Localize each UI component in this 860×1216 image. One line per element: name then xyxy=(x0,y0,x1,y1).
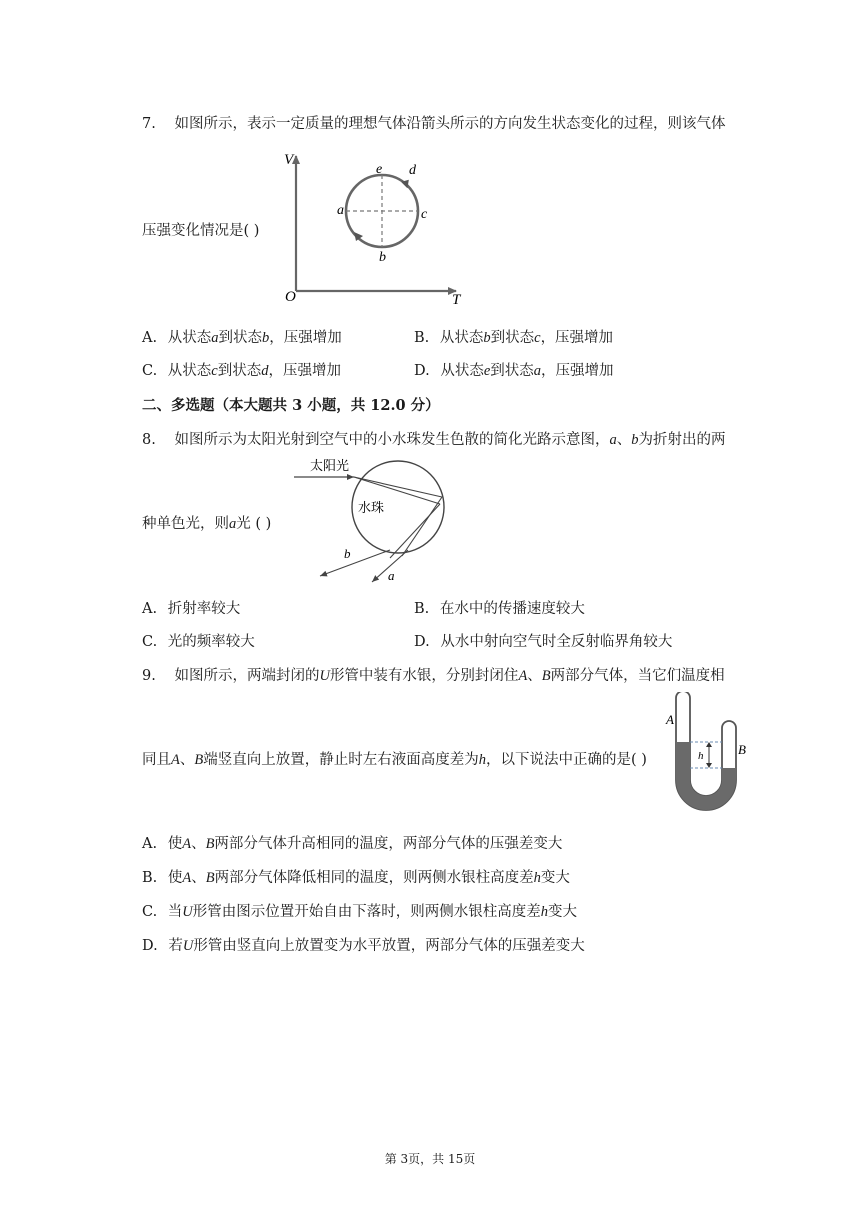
q9-h-arrow-down-icon xyxy=(706,763,712,768)
q8-option-b[interactable]: B. 在水中的传播速度较大 xyxy=(414,601,585,617)
q8-sunlight-label: 太阳光 xyxy=(310,458,350,473)
q7-vt-diagram xyxy=(276,148,476,308)
q9-b-label: B xyxy=(738,742,746,757)
q7-axis-v-label: V xyxy=(284,152,294,168)
q9-option-c[interactable]: C. 当U形管由图示位置开始自由下落时，则两侧水银柱高度差h变大 xyxy=(142,904,578,920)
q8-stem-line1: 8. 如图所示为太阳光射到空气中的小水珠发生色散的简化光路示意图，a、b为折射出的两 xyxy=(142,432,726,448)
q8-option-d[interactable]: D. 从水中射向空气时全反射临界角较大 xyxy=(414,634,673,650)
q7-point-a: a xyxy=(337,203,344,218)
page-footer: 第 3页，共 15页 xyxy=(384,1152,476,1166)
q8-ray-b-label: b xyxy=(344,546,351,561)
q9-stem-line2: 同且A、B端竖直向上放置，静止时左右液面高度差为h，以下说法中正确的是( ) xyxy=(142,752,647,768)
q7-option-b[interactable]: B. 从状态b到状态c，压强增加 xyxy=(414,330,614,346)
q8-droplet-label: 水珠 xyxy=(358,500,385,515)
q8-option-a[interactable]: A. 折射率较大 xyxy=(142,601,241,617)
q7-point-e: e xyxy=(376,162,383,177)
q8-stem-line2: 种单色光，则a光 ( ) xyxy=(142,516,272,532)
q7-number: 7. xyxy=(142,116,156,132)
q8-number: 8. xyxy=(142,432,156,448)
q9-option-a[interactable]: A. 使A、B两部分气体升高相同的温度，两部分气体的压强差变大 xyxy=(142,836,563,852)
q7-point-c: c xyxy=(421,207,428,222)
q9-option-d[interactable]: D. 若U形管由竖直向上放置变为水平放置，两部分气体的压强差变大 xyxy=(142,938,585,954)
section-heading-multiple-choice: 二、多选题（本大题共 3 小题，共 12.0 分） xyxy=(142,397,440,414)
q7-point-d: d xyxy=(409,163,416,178)
q8-reflected-ray xyxy=(402,497,442,556)
q7-arrow-icon xyxy=(401,177,412,188)
q9-h-arrow-up-icon xyxy=(706,742,712,747)
q9-a-label: A xyxy=(666,712,674,727)
q9-option-b[interactable]: B. 使A、B两部分气体降低相同的温度，则两侧水银柱高度差h变大 xyxy=(142,870,570,886)
q7-stem-line2: 压强变化情况是( ) xyxy=(142,223,260,239)
q7-option-a[interactable]: A. 从状态a到状态b，压强增加 xyxy=(142,330,342,346)
q8-exit-ray-b xyxy=(320,550,390,576)
q7-origin-label: O xyxy=(285,289,296,305)
q9-number: 9. xyxy=(142,668,156,684)
q8-refracted-ray xyxy=(354,477,442,497)
q9-h-label: h xyxy=(698,750,704,762)
q7-text: 如图所示，表示一定质量的理想气体沿箭头所示的方向发生状态变化的过程，则该气体 xyxy=(174,116,726,132)
q9-u-tube-diagram xyxy=(660,692,760,820)
q8-droplet-diagram xyxy=(292,452,462,587)
q7-point-b: b xyxy=(379,250,386,265)
q7-axis-t-label: T xyxy=(452,292,461,308)
q7-option-c[interactable]: C. 从状态c到状态d，压强增加 xyxy=(142,363,341,379)
q8-option-c[interactable]: C. 光的频率较大 xyxy=(142,634,255,650)
q8-ray-a-label: a xyxy=(388,568,395,583)
q9-stem-line1: 9. 如图所示，两端封闭的U形管中装有水银，分别封闭住A、B两部分气体，当它们温度相 xyxy=(142,668,725,684)
q7-stem-line1 xyxy=(142,112,725,133)
q7-option-d[interactable]: D. 从状态e到状态a，压强增加 xyxy=(414,363,614,379)
